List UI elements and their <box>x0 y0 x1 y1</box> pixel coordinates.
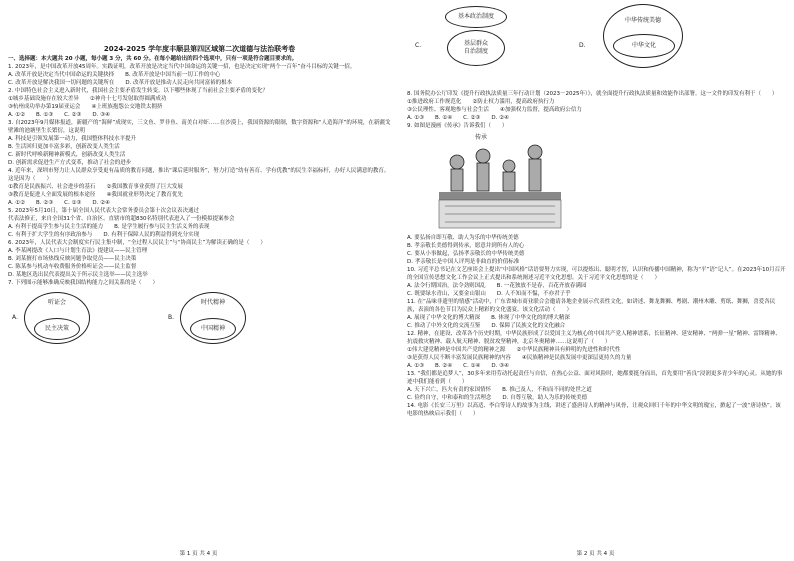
diagram-b-inner-label: 中国精神 <box>200 325 225 332</box>
diagram-a-inner-label: 民主决策 <box>44 325 69 332</box>
diagram-b-letter: B. <box>168 314 175 321</box>
question-line: C. 新时代呼唤新精神新模式，创新改变人类生活 <box>8 152 126 158</box>
question-line: 7. 下列图示能够准确反映我国结构能力之间关系的是（ ） <box>8 280 158 286</box>
cartoon-illustration <box>435 132 565 232</box>
question-line: D. 某地区选出民代表提出关于所示民主选举——民主选举 <box>8 272 148 278</box>
right-column <box>407 4 786 418</box>
diagram-b-inner <box>190 318 236 340</box>
question-line: 1. 2023年，是中国改革开放45周年。实践证明，改革开放是决定当代中国命运的关键一招，也是决定实现“两个一百年”奋斗目标的关键一招。 <box>8 64 356 70</box>
question-line: 6. 2023年，人民代表大会制度实行民主集中制，“全过程人民民主”与“协商民主”为解读正确的是（ ） <box>8 240 266 246</box>
question-line: A. ①③ B. ①④ C. ②③ D. ②④ <box>407 115 509 121</box>
question-line: 2. 中国特色社会主义进入新时代，我国社会主要矛盾发生转变。以下哪些体现了当前社会主要矛盾的变化？ <box>8 88 268 94</box>
question-line: A. ①② B. ①③ C. ②③ D. ③④ <box>8 112 110 118</box>
question-line: ①伟大建党精神是中国共产党的精神之源 ②中华民族精神具有鲜明的先进性和时代性 <box>407 347 621 353</box>
question-line: 4. 近年来，深圳市努力让人民群众享受更有品质的教育问题，推出“课后延时服务”，努力打造“幼有善育、学有优教”的民生幸福标杆，办好人民满意的教育。这是因为（ ） <box>8 168 390 182</box>
question-line: ③教育是促进人全面发展的根本途径 ④我国就业形势决定了教育优先 <box>8 192 183 198</box>
question-line: A. 科技是引领发展第一动力，我国整体科技水平提升 <box>8 136 137 142</box>
footer-left: 第 1 页 共 4 页 <box>179 551 218 557</box>
question-line: C. 改革开放是解决我国一切问题的关键所在 D. 改革开放是推动人民走向共同富裕的根本 <box>8 80 233 86</box>
question-line: 11. 在“品味非遗里的情感”活动中，广东省城市商业联合会邀请各地企业展示代表性文化，如讲述、舞龙舞狮、粤剧、潮州木雕、剪纸、舞狮，喜爱各民族，表演的各色节目为民众上精彩的文化盛宴。该文化活动（ ） <box>407 299 776 313</box>
diagram-c-inner-label-1: 基层群众 <box>463 40 488 47</box>
question-line: C. 要从小事做起，弘扬孝亲敬长的中华传统美德 <box>407 251 525 257</box>
question-line: C. 陈某参与机动车收费服务价格听证会——民主监督 <box>8 264 137 270</box>
diagram-d-letter: D. <box>579 42 586 49</box>
cartoon-image <box>435 132 565 232</box>
question-line: B. 刘某擅打市场热线反映问题争取党员——民主决策 <box>8 256 137 262</box>
diagram-d-outer-label: 中华传统美德 <box>624 17 661 24</box>
diagram-a <box>12 290 100 346</box>
question-line: A. 改革开放是决定当代中国命运的关键抉择 B. 改革开放是中国当前一切工作的中心 <box>8 72 221 78</box>
question-line: 5. 2023年5月10日，第十届全国人民代表大会常务委员会第十次会议表决通过 <box>8 208 199 214</box>
question-line: C. 俭约自守，中和泰和的生活理念 D. 自尊互敬，助人为乐的传统美德 <box>407 395 588 401</box>
question-line: B. 孝亲敬长美德得到传承，愿意并到所有人的心 <box>407 243 525 249</box>
question-line: 3. 自2023年9月媒体报道，新疆产的“海鲜”成现实，三文鱼、罗非鱼、南美白对虾……在沙漠上，我国资源的限制，数字资源和“人造海洋”的环境，在新疆戈壁滩的池塘里生长繁衍，这说明 <box>8 120 391 134</box>
diagram-a-outer-label: 听证会 <box>47 299 66 306</box>
diagram-c-inner-label-2: 自治制度 <box>463 48 488 55</box>
question-line: 12. 精神，在建设、改革各个历史时期，中华民族形成了以爱国主义为核心的中国共产党人精神谱系，长征精神、延安精神、“两弹一星”精神、雷锋精神、抗震救灾精神、载人航天精神、脱贫攻坚精神，北京冬奥精神……这说明了（ ） <box>407 331 781 345</box>
question-line: B. 生活回归更加丰富多彩，创新改变人类生活 <box>8 144 120 150</box>
question-line: C. 有利于扩大学生的有序政治参与 D. 有利于保障人民的利益得到充分实现 <box>8 232 200 238</box>
question-line: A. 展现了中华文化的博大精深 B. 体现了中华文化的的博大精深 <box>407 315 570 321</box>
diagram-c-letter: C. <box>415 42 422 49</box>
question-line: ③公民理性、客观地参与社会生活 ④加强权力监督，提高政府公信力 <box>407 107 582 113</box>
question-line: A. ①② B. ②③ C. ①③ D. ②④ <box>8 200 110 206</box>
question-line: A. 要弘扬自即互敬、助人为乐的中华传统美德 <box>407 235 519 241</box>
diagram-c-inner <box>447 30 505 66</box>
question-line: C. 既要绿水青山，又要金山银山 D. 人不知而不愠，不亦君子乎 <box>407 291 571 297</box>
exam-title: 2024-2025 学年度丰顺县第四区域第二次道德与法治联考卷 <box>103 45 296 53</box>
diagram-b-outer-label: 时代精神 <box>200 299 225 306</box>
footer-right: 第 2 页 共 4 页 <box>576 551 615 557</box>
question-line: D. 创新需求促进生产方式变革，推动了社会的进步 <box>8 160 132 166</box>
question-line: 9. 如图是漫画《传承》告诉我们（ ） <box>407 123 508 129</box>
question-line: C. 推动了中外文化的交流互鉴 D. 保障了民族文化的文化融合 <box>407 323 566 329</box>
diagram-c-top <box>445 6 507 28</box>
question-line: A. 有利于提高学生参与民主生活的能力 B. 是学生履行参与民主生活义务的表现 <box>8 224 210 230</box>
question-line: ①推进政府工作规范化 ②防止权力滥用，提高政府执行力 <box>407 99 555 105</box>
diagram-c-top-label: 基本政治制度 <box>457 13 494 20</box>
question-line: 10. 习近平总书记在文艺座谈会上提出“中国风格”话语要努力实现，可以提炼出、聪明才智，认识和传播中国精神，称为“平”语“记人”。在2023年10月召开的全国宣传思想文化工作会议上正式提出和系统阐述习近平文化思想。关于习近平文化思想的是（ ） <box>407 267 786 281</box>
question-line: A. ①③ B. ②④ C. ①④ D. ③④ <box>407 363 509 369</box>
right-page <box>397 0 794 561</box>
question-line: A. 李某网提改《人口与计划生育法》提建议——民主管理 <box>8 248 148 254</box>
question-line: A. 法令行期国治，法令劲则国乱 B. 一花独放不是春，百花齐放春满园 <box>407 283 587 289</box>
question-line: 14. 电影《长安三万里》以高适、李白等诗人的故事为主线，讲述了盛唐诗人的精神与风骨，让观众回归千年的中华文明的瑰宝，掀起了一波“唐诗热”。该电影的热映启示我们（ ） <box>407 403 781 417</box>
q7-diagrams-right <box>407 4 786 88</box>
question-line: 代表法修正，来自全国31个省、自治区、直辖市的超830名特别代表进入了一份模拟提案参会 <box>8 216 235 222</box>
section-heading: 一、选择题：本大题共 20 小题，每小题 3 分，共 60 分。在每小题给出的四个选项中，只有一项是符合题目要求的。 <box>8 56 298 62</box>
q7-diagrams-left <box>12 289 391 347</box>
diagram-b <box>168 290 256 346</box>
question-line: D. 孝亲敬长是中国人评判是非曲直的价值标准 <box>407 259 520 265</box>
diagram-d-inner <box>613 34 675 58</box>
right-question-list-top <box>407 90 786 130</box>
diagram-d-inner-label: 中华文化 <box>631 42 656 49</box>
diagram-a-inner <box>34 318 80 340</box>
diagram-a-letter: A. <box>12 314 18 321</box>
question-line: A. 天下兴亡，匹夫有责的家国情怀 B. 推己及人，不和而不同的处世之道 <box>407 387 592 393</box>
question-line: ①教育是民族振兴、社会进步的基石 ②我国教育事业获得了巨大发展 <box>8 184 183 190</box>
left-question-list <box>8 63 391 287</box>
question-line: ①城乡基础设施存在较大差异 ②神舟十七号发射取得圆满成功 <box>8 96 167 102</box>
cartoon-caption: 传承 <box>475 134 488 141</box>
left-column <box>8 4 391 349</box>
question-line: ③杭州成功举办第19届亚运会 ④上班族抱怨公交地铁太拥挤 <box>8 104 163 110</box>
right-question-list-bottom <box>407 234 786 418</box>
question-line: 13. “我们都是追梦人”，30多年来用劳动托起责任与自信，在热心公益、面对风险时，她都要挺身而出，首先要用“善良”浸润更多青少年的心灵。从她的事迹中我们能看到（ ） <box>407 371 783 385</box>
question-line: 8. 国务院办公厅印发《提升行政执法质量三年行动计划（2023－2025年）》，就全面提升行政执法质量和效能作出部署。这一文件的印发有利于（ ） <box>407 91 778 97</box>
question-line: ③是获得人民不断丰富发展民族精神的内容 ④民族精神是民族发展中更深层更持久的力量 <box>407 355 632 361</box>
